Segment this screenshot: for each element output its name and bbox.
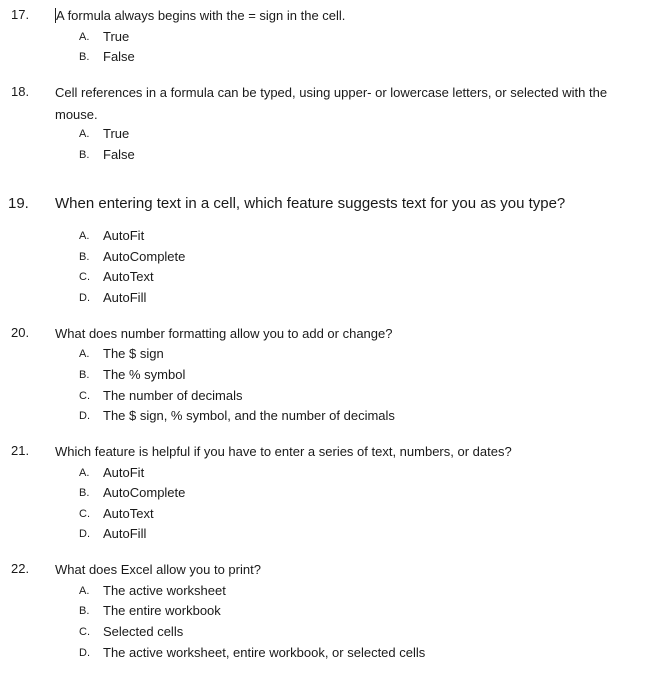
option-text: True xyxy=(103,29,130,44)
question-number: 19. xyxy=(8,195,29,212)
option-letter: C. xyxy=(79,271,90,283)
option-text: AutoComplete xyxy=(103,485,186,500)
option-text: AutoComplete xyxy=(103,249,186,264)
option-text: False xyxy=(103,147,135,162)
question-number: 17. xyxy=(11,7,30,22)
option-text: AutoFill xyxy=(103,290,147,305)
option-text: The number of decimals xyxy=(103,388,243,403)
option-text: Selected cells xyxy=(103,624,184,639)
question-number: 18. xyxy=(11,84,30,99)
question-number: 21. xyxy=(11,443,30,458)
option-text: The entire workbook xyxy=(103,603,221,618)
option-letter: A. xyxy=(79,585,90,597)
option-letter: D. xyxy=(79,528,90,540)
option-text: The $ sign xyxy=(103,346,164,361)
option-letter: D. xyxy=(79,410,90,422)
question-text: What does number formatting allow you to add or change? xyxy=(55,326,393,341)
option-text: AutoText xyxy=(103,269,154,284)
option-text: AutoText xyxy=(103,506,154,521)
option-letter: A. xyxy=(79,128,90,140)
option-text: AutoFit xyxy=(103,465,145,480)
option-text: The active worksheet xyxy=(103,583,226,598)
option-letter: C. xyxy=(79,508,90,520)
option-letter: B. xyxy=(79,149,90,161)
question-text: Cell references in a formula can be typed, using upper- or lowercase letters, or selected with the mouse. xyxy=(55,85,608,122)
option-letter: B. xyxy=(79,487,90,499)
option-letter: D. xyxy=(79,292,90,304)
option-text: The % symbol xyxy=(103,367,186,382)
option-text: False xyxy=(103,49,135,64)
option-letter: A. xyxy=(79,467,90,479)
option-letter: B. xyxy=(79,251,90,263)
option-text: AutoFill xyxy=(103,526,147,541)
question-number: 22. xyxy=(11,561,30,576)
option-text: The active worksheet, entire workbook, or selected cells xyxy=(103,645,426,660)
option-letter: B. xyxy=(79,369,90,381)
option-letter: B. xyxy=(79,51,90,63)
question-text: Which feature is helpful if you have to enter a series of text, numbers, or dates? xyxy=(55,444,512,459)
option-letter: A. xyxy=(79,230,90,242)
question-number: 20. xyxy=(11,325,30,340)
option-letter: A. xyxy=(79,348,90,360)
question-text[interactable]: A formula always begins with the = sign in the cell. xyxy=(56,8,346,23)
option-text: The $ sign, % symbol, and the number of decimals xyxy=(103,408,395,423)
question-text: What does Excel allow you to print? xyxy=(55,562,261,577)
option-letter: A. xyxy=(79,31,90,43)
question-text: When entering text in a cell, which feature suggests text for you as you type? xyxy=(55,195,566,212)
option-text: AutoFit xyxy=(103,228,145,243)
option-letter: C. xyxy=(79,626,90,638)
option-text: True xyxy=(103,126,130,141)
option-letter: B. xyxy=(79,605,90,617)
option-letter: C. xyxy=(79,390,90,402)
option-letter: D. xyxy=(79,647,90,659)
